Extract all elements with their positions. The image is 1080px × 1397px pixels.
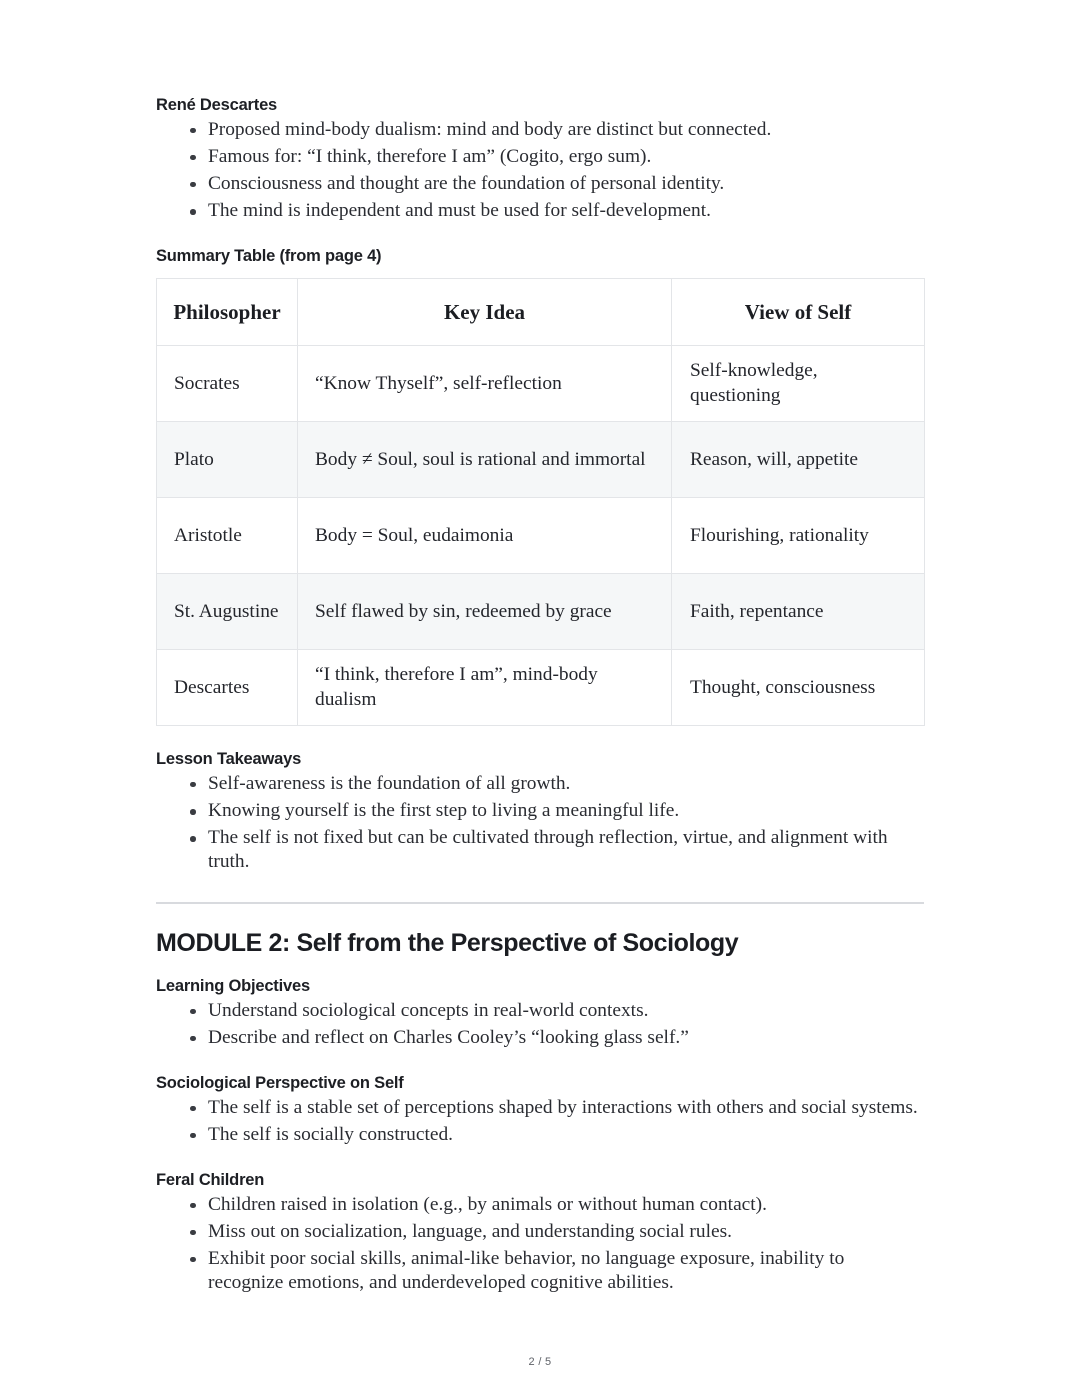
section-summary-table bbox=[156, 246, 924, 726]
cell-view-of-self: Reason, will, appetite bbox=[672, 422, 925, 498]
list-item: The self is not fixed but can be cultivated through reflection, virtue, and alignment with truth. bbox=[156, 826, 924, 874]
cell-key-idea: “I think, therefore I am”, mind-body dualism bbox=[298, 650, 672, 726]
cell-key-idea: “Know Thyself”, self-reflection bbox=[298, 346, 672, 422]
section-rene-descartes bbox=[156, 95, 924, 223]
cell-view-of-self: Flourishing, rationality bbox=[672, 498, 925, 574]
column-header-philosopher: Philosopher bbox=[157, 278, 298, 345]
section-lesson-takeaways bbox=[156, 749, 924, 874]
table-header bbox=[157, 278, 925, 345]
heading-module-2: MODULE 2: Self from the Perspective of Sociology bbox=[156, 928, 739, 957]
list-item: Exhibit poor social skills, animal-like behavior, no language exposure, inability to recognize emotions, and underdeveloped cognitive abilities. bbox=[156, 1247, 924, 1295]
cell-key-idea: Body ≠ Soul, soul is rational and immortal bbox=[298, 422, 672, 498]
document-page bbox=[156, 0, 924, 1397]
list-item: Children raised in isolation (e.g., by animals or without human contact). bbox=[156, 1193, 924, 1217]
list-item: The mind is independent and must be used for self-development. bbox=[156, 199, 924, 223]
cell-philosopher: Socrates bbox=[157, 346, 298, 422]
heading-feral-children: Feral Children bbox=[156, 1170, 265, 1189]
list-item: Describe and reflect on Charles Cooley’s “looking glass self.” bbox=[156, 1026, 924, 1050]
list-feral-children bbox=[156, 1193, 924, 1296]
heading-summary-table: Summary Table (from page 4) bbox=[156, 247, 382, 266]
page-number-footer: 2 / 5 bbox=[528, 1356, 552, 1368]
table-header-row bbox=[157, 278, 925, 345]
list-item: Self-awareness is the foundation of all growth. bbox=[156, 772, 924, 796]
heading-rene-descartes: René Descartes bbox=[156, 96, 278, 114]
column-header-view-of-self: View of Self bbox=[672, 278, 925, 345]
section-learning-objectives bbox=[156, 976, 924, 1050]
list-item: Consciousness and thought are the foundation of personal identity. bbox=[156, 172, 924, 196]
heading-lesson-takeaways: Lesson Takeaways bbox=[156, 750, 302, 769]
cell-view-of-self: Thought, consciousness bbox=[672, 650, 925, 726]
section-feral-children bbox=[156, 1170, 924, 1295]
section-divider bbox=[156, 902, 924, 904]
cell-view-of-self: Self-knowledge, questioning bbox=[672, 346, 925, 422]
table-body bbox=[157, 346, 925, 726]
list-item: The self is a stable set of perceptions shaped by interactions with others and social systems. bbox=[156, 1096, 924, 1120]
table-row bbox=[157, 574, 925, 650]
list-lesson-takeaways bbox=[156, 772, 924, 875]
list-rene-descartes bbox=[156, 118, 924, 224]
heading-sociological-perspective: Sociological Perspective on Self bbox=[156, 1074, 404, 1093]
table-row bbox=[157, 346, 925, 422]
section-module-2 bbox=[156, 927, 924, 1296]
list-item: Knowing yourself is the first step to living a meaningful life. bbox=[156, 799, 924, 823]
cell-philosopher: St. Augustine bbox=[157, 574, 298, 650]
list-item: Understand sociological concepts in real-world contexts. bbox=[156, 999, 924, 1023]
table-row bbox=[157, 650, 925, 726]
list-learning-objectives bbox=[156, 999, 924, 1050]
cell-view-of-self: Faith, repentance bbox=[672, 574, 925, 650]
cell-philosopher: Plato bbox=[157, 422, 298, 498]
section-sociological-perspective bbox=[156, 1073, 924, 1147]
table-row bbox=[157, 498, 925, 574]
cell-key-idea: Body = Soul, eudaimonia bbox=[298, 498, 672, 574]
table-row bbox=[157, 422, 925, 498]
cell-philosopher: Aristotle bbox=[157, 498, 298, 574]
list-item: The self is socially constructed. bbox=[156, 1123, 924, 1147]
list-item: Miss out on socialization, language, and understanding social rules. bbox=[156, 1220, 924, 1244]
list-item: Famous for: “I think, therefore I am” (Cogito, ergo sum). bbox=[156, 145, 924, 169]
column-header-key-idea: Key Idea bbox=[298, 278, 672, 345]
cell-key-idea: Self flawed by sin, redeemed by grace bbox=[298, 574, 672, 650]
heading-learning-objectives: Learning Objectives bbox=[156, 977, 310, 996]
list-sociological-perspective bbox=[156, 1096, 924, 1147]
cell-philosopher: Descartes bbox=[157, 650, 298, 726]
summary-table bbox=[156, 278, 925, 726]
list-item: Proposed mind-body dualism: mind and body are distinct but connected. bbox=[156, 118, 924, 142]
